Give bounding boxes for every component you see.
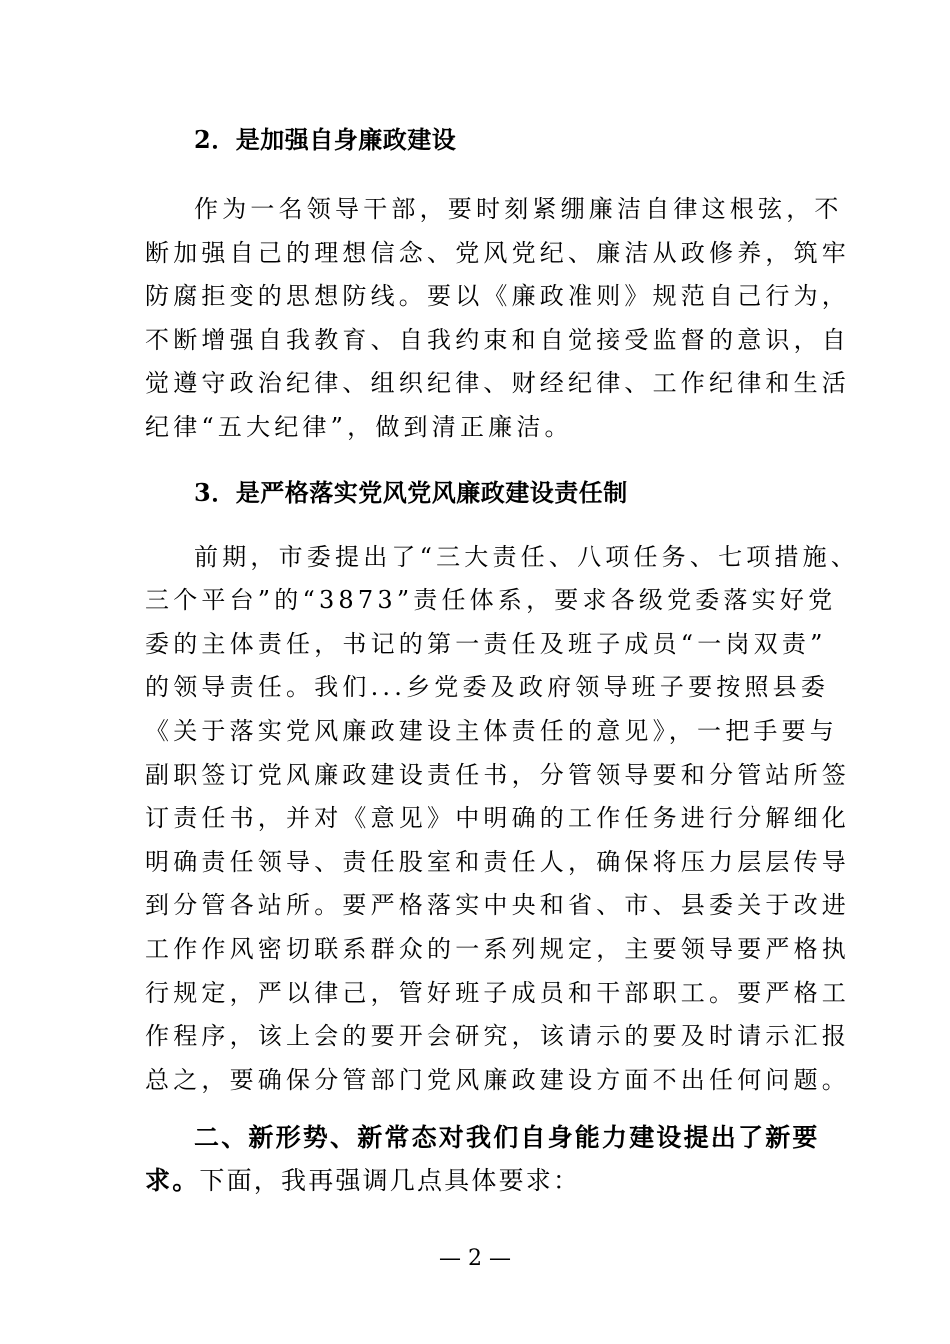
- paragraph-line: 到分管各站所。要严格落实中央和省、市、县委关于改进: [145, 891, 850, 920]
- paragraph-line: 委的主体责任，书记的第一责任及班子成员“一岗双责”: [145, 629, 827, 658]
- section-heading-line-2: [145, 1159, 825, 1202]
- paragraph-line: 行规定，严以律己，管好班子成员和干部职工。要严格工: [145, 978, 850, 1007]
- paragraph-line: 三个平台”的“3873”责任体系，要求各级党委落实好党: [145, 586, 837, 615]
- spacer: [145, 450, 825, 471]
- paragraph-line: 总之，要确保分管部门党风廉政建设方面不出任何问题。: [145, 1065, 850, 1094]
- paragraph-line: 防腐拒变的思想防线。要以《廉政准则》规范自己行为，: [145, 282, 850, 311]
- section-heading-bold-text: 二、新形势、新常态对我们自身能力建设提出了新要: [194, 1123, 820, 1153]
- paragraph-line: 明确责任领导、责任股室和责任人，确保将压力层层传导: [145, 847, 850, 876]
- heading-2: 2．是加强自身廉政建设: [194, 125, 457, 154]
- paragraph-line: 觉遵守政治纪律、组织纪律、财经纪律、工作纪律和生活: [145, 369, 850, 398]
- paragraph-2: [145, 188, 850, 450]
- paragraph-line: 工作作风密切联系群众的一系列规定，主要领导要严格执: [145, 934, 850, 963]
- paragraph-line: 作为一名领导干部，要时刻紧绷廉洁自律这根弦，不: [194, 195, 843, 223]
- section-heading-bold-end: 求。: [145, 1166, 200, 1196]
- document-body: [145, 118, 860, 1202]
- paragraph-line: 断加强自己的理想信念、党风党纪、廉洁从政修养，筑牢: [145, 238, 850, 267]
- paragraph-line: 《关于落实党风廉政建设主体责任的意见》，一把手要与: [145, 716, 838, 745]
- paragraph-line: 纪律“五大纪律”，做到清正廉洁。: [145, 412, 573, 441]
- spacer: [145, 515, 825, 536]
- section-heading-line-1: [145, 1116, 825, 1159]
- spacer: [145, 1102, 825, 1116]
- paragraph-line: 的领导责任。我们...乡党委及政府领导班子要按照县委: [145, 673, 830, 702]
- section-heading-2: [145, 1116, 825, 1202]
- section-heading-tail: 下面，我再强调几点具体要求：: [199, 1166, 581, 1196]
- heading-3: 3．是严格落实党风党风廉政建设责任制: [194, 477, 628, 507]
- paragraph-line: 不断增强自我教育、自我约束和自觉接受监督的意识，自: [145, 325, 850, 354]
- paragraph-line: 作程序，该上会的要开会研究，该请示的要及时请示汇报: [145, 1022, 850, 1051]
- page-number: — 2 —: [439, 1246, 511, 1271]
- spacer: [145, 162, 825, 188]
- paragraph-3: [145, 536, 860, 1103]
- paragraph-line: 副职签订党风廉政建设责任书，分管领导要和分管站所签: [145, 760, 850, 789]
- paragraph-line: 订责任书，并对《意见》中明确的工作任务进行分解细化: [145, 804, 850, 833]
- paragraph-line: 前期，市委提出了“三大责任、八项任务、七项措施、: [194, 542, 860, 571]
